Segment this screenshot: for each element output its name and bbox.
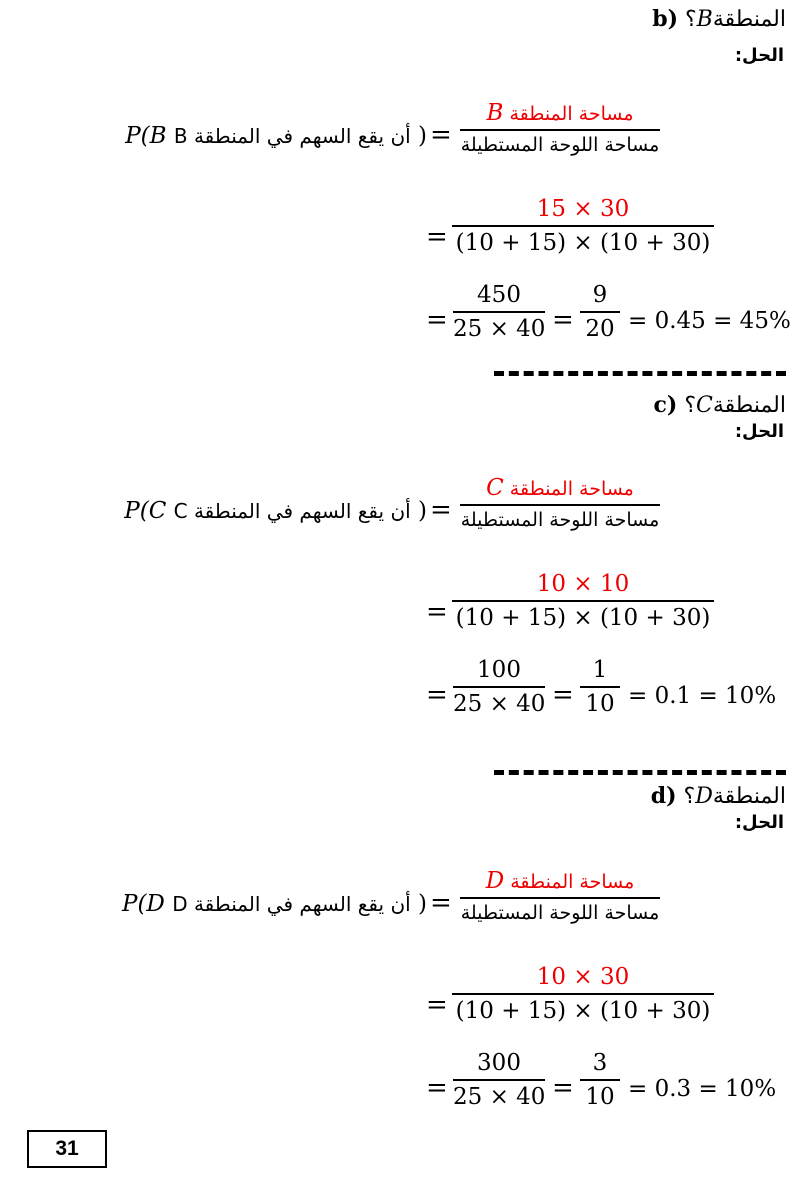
dashed-separator (494, 770, 786, 775)
lhs-prefix: P(C (124, 498, 167, 524)
calc-fraction (452, 964, 714, 1024)
step-fraction (453, 1050, 545, 1110)
reduced-fraction (580, 1050, 620, 1110)
step-denominator: 25 × 40 (453, 316, 546, 342)
fraction-bar (452, 993, 714, 995)
numerator-text: مساحة المنطقة (509, 478, 634, 500)
definition-numerator (460, 100, 660, 126)
numerator-variable: C (486, 475, 504, 501)
calc-fraction (452, 571, 714, 631)
question-letter: b) (652, 6, 678, 32)
reduced-fraction (580, 657, 620, 717)
lhs-suffix: ) (418, 123, 427, 149)
definition-denominator: مساحة اللوحة المستطيلة (460, 509, 660, 531)
lhs-suffix: ) (418, 498, 427, 524)
definition-denominator: مساحة اللوحة المستطيلة (460, 134, 660, 156)
solution-label: الحل: (734, 421, 784, 442)
numerator-text: مساحة المنطقة (510, 871, 635, 893)
equals-sign: = (430, 888, 452, 918)
question-letter: d) (650, 783, 677, 809)
question-mark: ؟ (683, 784, 696, 809)
step-numerator: 100 (477, 657, 521, 683)
fraction-bar (453, 311, 545, 313)
step-numerator: 300 (477, 1050, 521, 1076)
reduced-denominator: 10 (585, 1084, 615, 1110)
question-text (684, 393, 786, 418)
question-variable: D (695, 784, 713, 809)
numerator-text: مساحة المنطقة (509, 103, 634, 125)
equals-sign: = (430, 495, 452, 525)
fraction-bar (452, 225, 714, 227)
step-fraction (453, 282, 545, 342)
numerator-variable: D (485, 868, 505, 894)
question-mark: ؟ (684, 7, 697, 32)
dashed-separator (494, 371, 786, 376)
lhs-prefix: P(D (121, 891, 165, 917)
definition-numerator (460, 868, 660, 894)
calc-fraction (452, 196, 714, 256)
lhs-event: أن يقع السهم في المنطقة C (173, 499, 411, 523)
solution-block-b (0, 90, 800, 350)
probability-lhs (124, 498, 427, 524)
calc-denominator: (10 + 15) × (10 + 30) (455, 605, 711, 631)
solution-block-d (0, 858, 800, 1118)
step-fraction (453, 657, 545, 717)
calc-denominator: (10 + 15) × (10 + 30) (455, 998, 711, 1024)
equals-sign: = (430, 120, 452, 150)
reduced-denominator: 20 (585, 316, 615, 342)
lhs-suffix: ) (418, 891, 427, 917)
step-denominator: 25 × 40 (453, 691, 546, 717)
equals-sign: = (426, 1073, 448, 1103)
question-c (654, 392, 787, 418)
question-label: المنطقة (712, 393, 786, 418)
definition-fraction (460, 868, 660, 924)
question-d (651, 783, 786, 809)
fraction-bar (452, 600, 714, 602)
fraction-bar (453, 1079, 545, 1081)
numerator-variable: B (486, 100, 504, 126)
reduced-fraction (580, 282, 620, 342)
fraction-bar (460, 897, 660, 899)
question-variable: C (696, 393, 713, 418)
fraction-bar (580, 1079, 620, 1081)
equals-sign: = (426, 597, 448, 627)
final-result: = 0.1 = 10% (628, 683, 777, 709)
question-text (685, 7, 786, 32)
question-letter: c) (653, 392, 678, 418)
calc-numerator: 10 × 10 (536, 571, 630, 597)
solution-label: الحل: (734, 812, 784, 833)
page-number: 31 (27, 1130, 107, 1168)
question-mark: ؟ (684, 393, 696, 418)
equals-sign: = (426, 680, 448, 710)
reduced-numerator: 1 (592, 657, 608, 683)
reduced-denominator: 10 (585, 691, 615, 717)
step-denominator: 25 × 40 (453, 1084, 546, 1110)
equals-sign: = (552, 680, 574, 710)
final-result: = 0.45 = 45% (628, 308, 791, 334)
equals-sign: = (552, 305, 574, 335)
question-b (652, 6, 786, 32)
equals-sign: = (426, 305, 448, 335)
calc-numerator: 15 × 30 (536, 196, 630, 222)
definition-fraction (460, 475, 660, 531)
solution-label: الحل: (734, 45, 784, 66)
probability-lhs (125, 123, 427, 149)
final-result: = 0.3 = 10% (628, 1076, 777, 1102)
equals-sign: = (426, 990, 448, 1020)
equals-sign: = (552, 1073, 574, 1103)
definition-denominator: مساحة اللوحة المستطيلة (460, 902, 660, 924)
question-variable: B (696, 7, 713, 32)
question-text (684, 784, 786, 809)
fraction-bar (460, 504, 660, 506)
definition-numerator (460, 475, 660, 501)
equals-sign: = (426, 222, 448, 252)
fraction-bar (453, 686, 545, 688)
reduced-numerator: 9 (592, 282, 608, 308)
fraction-bar (580, 311, 620, 313)
step-numerator: 450 (477, 282, 521, 308)
question-label: المنطقة (712, 784, 786, 809)
lhs-event: أن يقع السهم في المنطقة D (172, 892, 411, 916)
calc-denominator: (10 + 15) × (10 + 30) (455, 230, 711, 256)
fraction-bar (460, 129, 660, 131)
calc-numerator: 10 × 30 (536, 964, 630, 990)
lhs-event: أن يقع السهم في المنطقة B (173, 124, 411, 148)
reduced-numerator: 3 (592, 1050, 608, 1076)
fraction-bar (580, 686, 620, 688)
lhs-prefix: P(B (125, 123, 167, 149)
solution-block-c (0, 465, 800, 725)
probability-lhs (122, 891, 427, 917)
question-label: المنطقة (712, 7, 786, 32)
definition-fraction (460, 100, 660, 156)
